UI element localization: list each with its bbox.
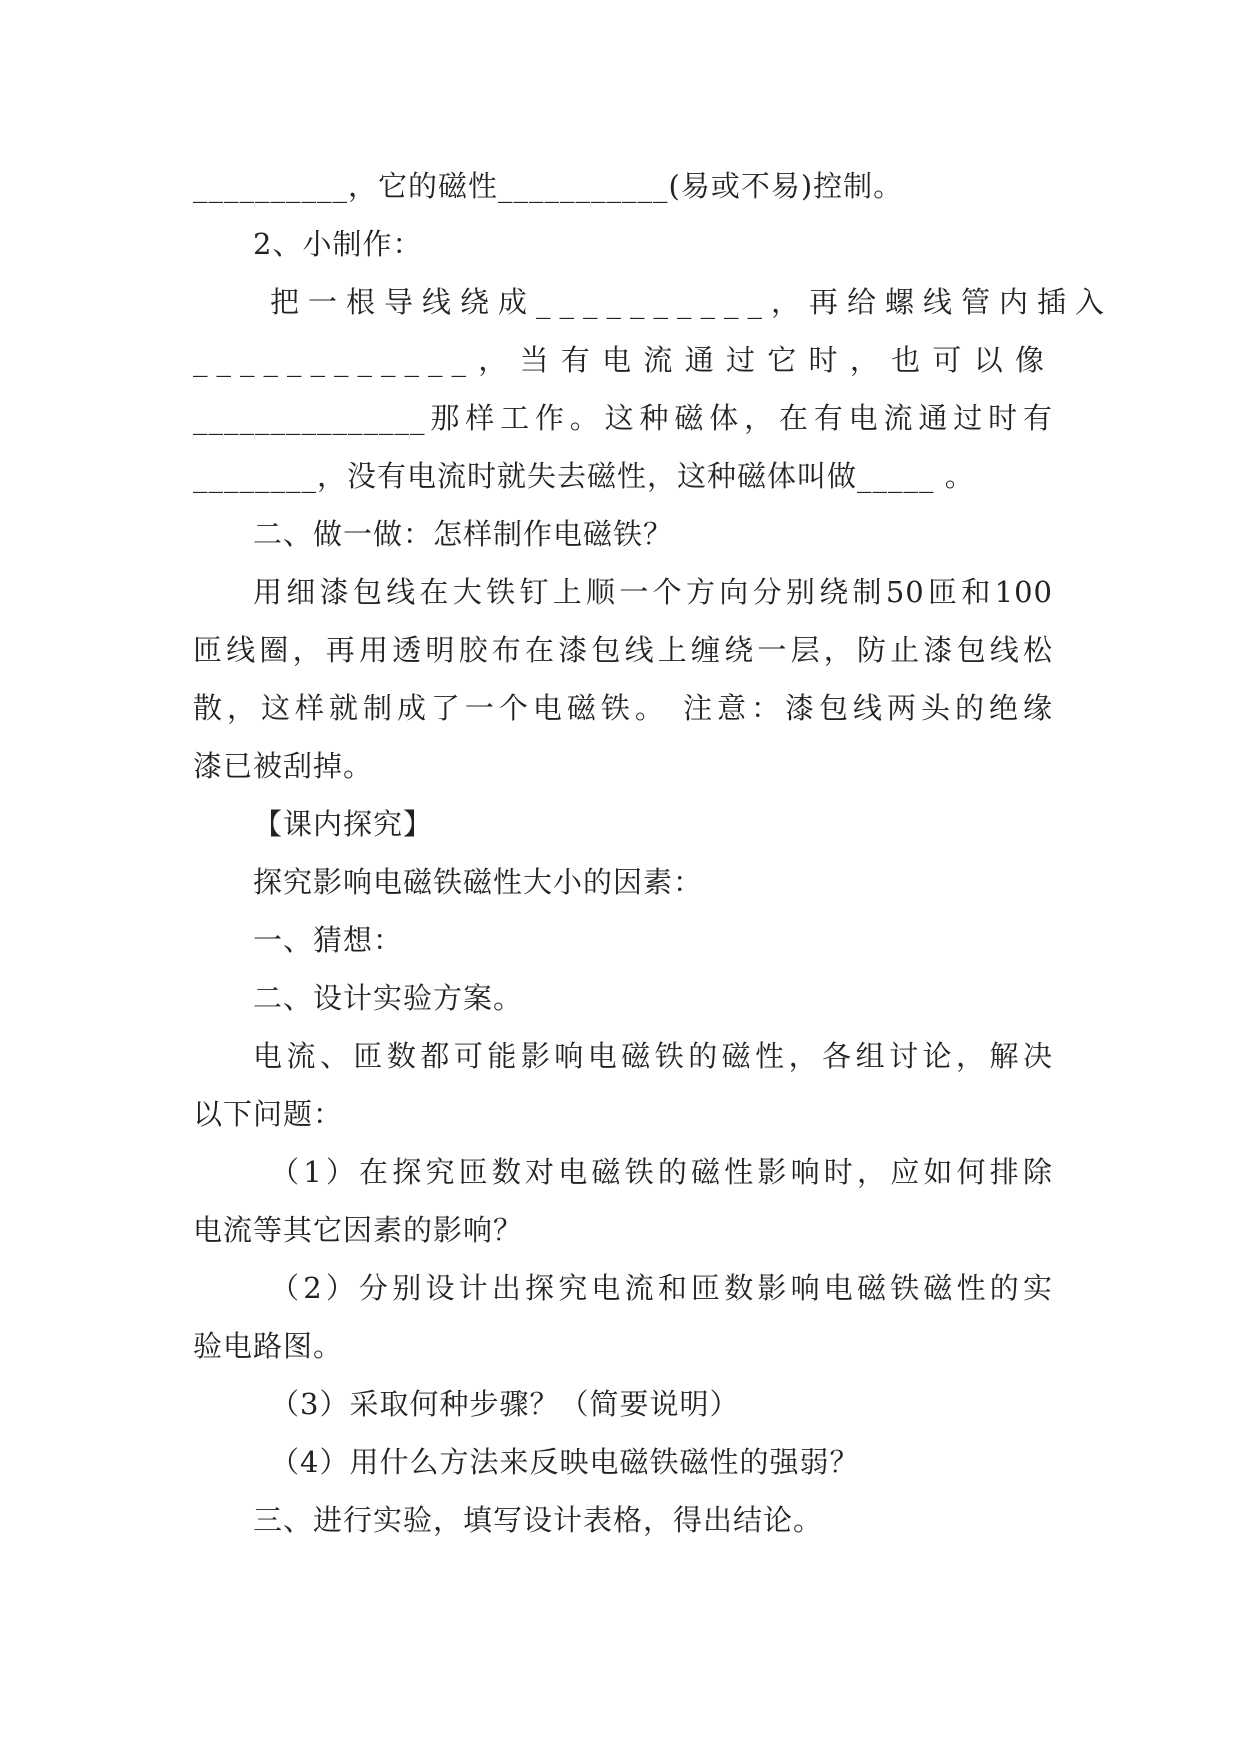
text-line-1: __________，它的磁性___________(易或不易)控制。 — [193, 169, 904, 203]
text-line-21: 验电路图。 — [193, 1329, 344, 1363]
text-line-6: ________，没有电流时就失去磁性，这种磁体叫做_____ 。 — [193, 459, 975, 493]
text-line-19: 电流等其它因素的影响？ — [193, 1213, 524, 1247]
text-line-22: （3）采取何种步骤？（简要说明） — [270, 1387, 740, 1421]
text-line-9: 匝线圈，再用透明胶布在漆包线上缠绕一层，防止漆包线松 — [193, 633, 1053, 667]
text-line-11: 漆已被刮掉。 — [193, 749, 374, 783]
text-line-10: 散，这样就制成了一个电磁铁。 注意：漆包线两头的绝缘 — [193, 691, 1053, 725]
text-line-7: 二、做一做：怎样制作电磁铁？ — [253, 517, 674, 551]
text-line-5: _______________那样工作。这种磁体，在有电流通过时有 — [193, 401, 1053, 435]
text-line-24: 三、进行实验，填写设计表格，得出结论。 — [253, 1503, 824, 1537]
text-line-16: 电流、匝数都可能影响电磁铁的磁性，各组讨论，解决 — [253, 1039, 1053, 1073]
text-line-23: （4）用什么方法来反映电磁铁磁性的强弱？ — [270, 1445, 860, 1479]
text-line-3: 把一根导线绕成__________，再给螺线管内插入 — [270, 285, 1114, 319]
text-line-20: （2）分别设计出探究电流和匝数影响电磁铁磁性的实 — [270, 1271, 1053, 1305]
text-line-4: ____________，当有电流通过它时，也可以像 — [193, 343, 1053, 377]
text-line-18: （1）在探究匝数对电磁铁的磁性影响时，应如何排除 — [270, 1155, 1053, 1189]
text-line-17: 以下问题： — [193, 1097, 344, 1131]
text-line-15: 二、设计实验方案。 — [253, 981, 524, 1015]
text-line-13: 探究影响电磁铁磁性大小的因素： — [253, 865, 704, 899]
text-line-14: 一、猜想： — [253, 923, 404, 957]
text-line-2: 2、小制作： — [253, 227, 423, 261]
section-heading: 【课内探究】 — [253, 807, 434, 841]
text-line-8: 用细漆包线在大铁钉上顺一个方向分别绕制50匝和100 — [253, 575, 1053, 609]
